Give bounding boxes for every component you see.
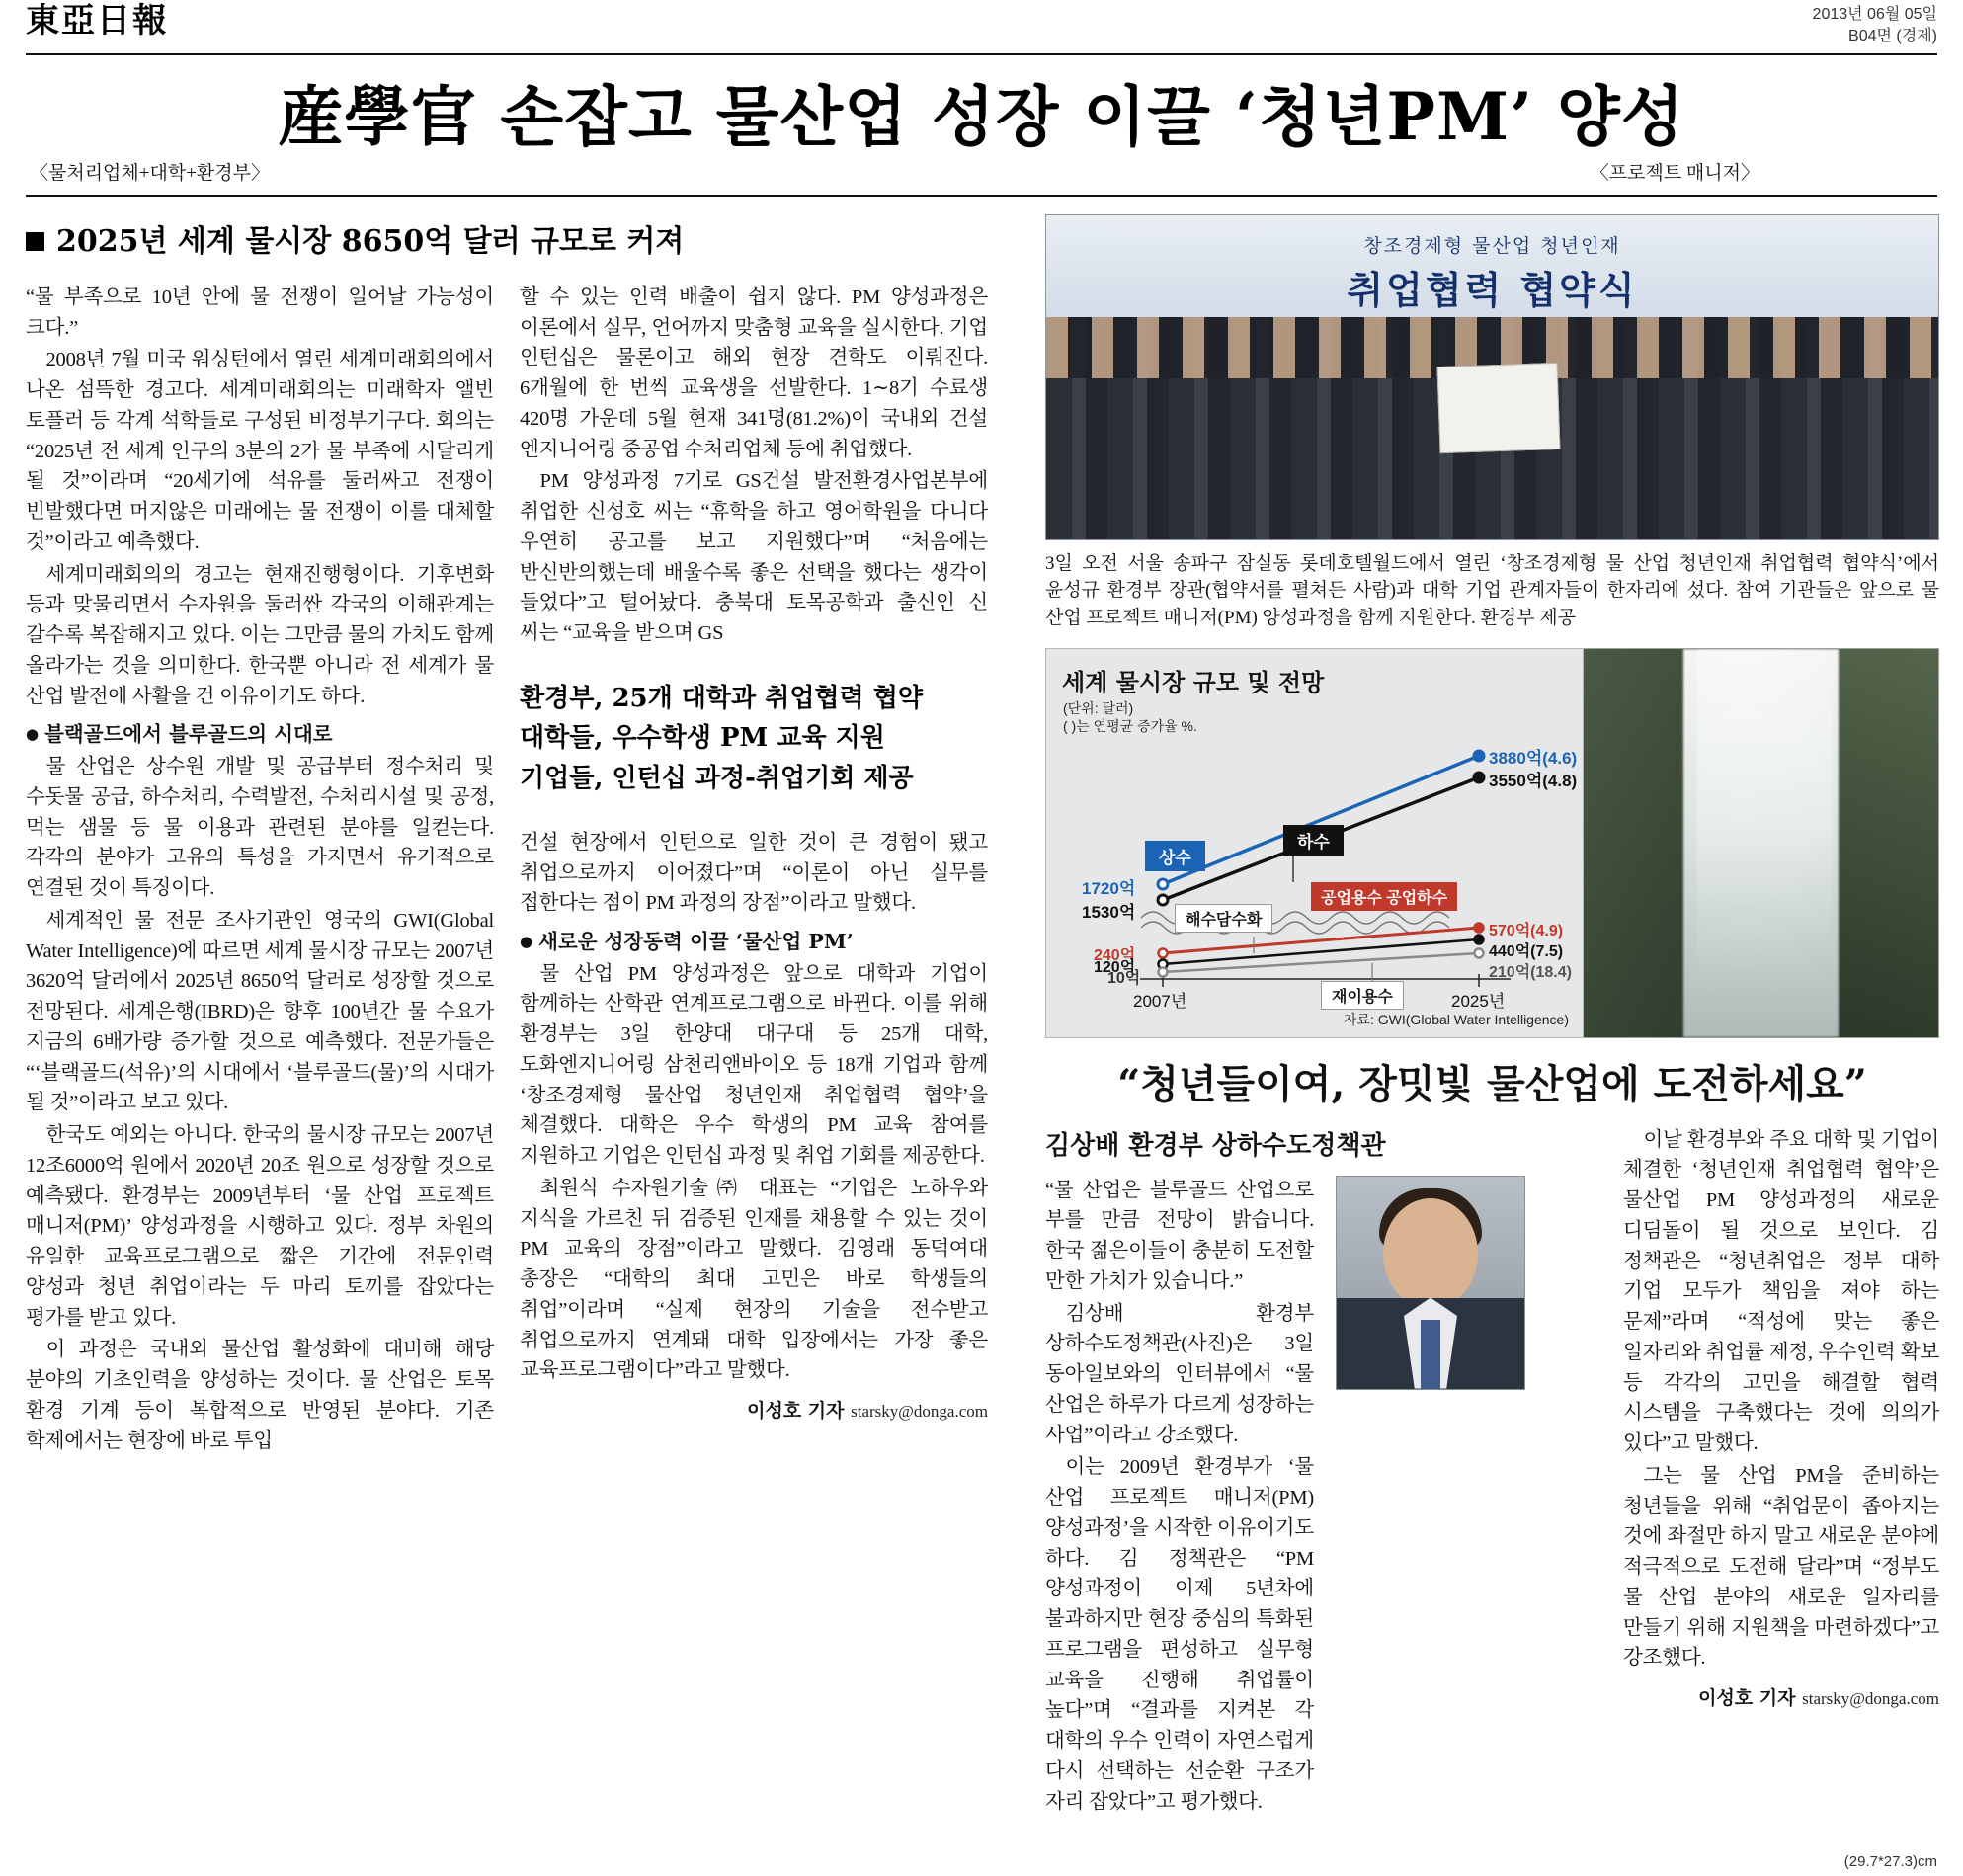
waterfall-stream bbox=[1683, 649, 1840, 1037]
chart-value-sewage-2025: 3550억(4.8) bbox=[1489, 771, 1578, 790]
paragraph: 2008년 7월 미국 워싱턴에서 열린 세계미래회의에서 나온 섬뜩한 경고다. 세계미래회의는 미래학자 앨빈 토플러 등 각계 석학들로 구성된 비정부기구다. 회의는 “2025년 전 세계 인구의 3분의 2가 물 부족에 시달리게 될 것”이라며 “20세기에 석유를 둘러싸고 전쟁이 빈발했다면 머지않은 미래에는 물 전쟁이 이를 대체할 것”이라고 예측했다. bbox=[26, 349, 494, 553]
byline-email: starsky@donga.com bbox=[851, 1402, 988, 1422]
interviewee-portrait bbox=[1336, 1176, 1525, 1390]
chart-value-desalination-2025: 440억(7.5) bbox=[1489, 942, 1564, 960]
bullet-square-icon bbox=[26, 232, 44, 251]
paragraph: 이는 2009년 환경부가 ‘물 산업 프로젝트 매니저(PM) 양성과정’을 시작한 이유이기도 하다. 김 정책관은 “PM 양성과정이 이제 5년차에 불과하지만 현장 중심의 특화된 프로그램을 편성하고 실무형 교육을 진행해 취업률이 높다”며 “결과를 지켜본 각 대학의 우수 인력이 자연스럽게 다시 선택하는 선순환 구조가 자리 잡았다”고 평가했다. bbox=[1045, 1456, 1314, 1813]
chart-value-supply-2025: 3880억(4.6) bbox=[1489, 748, 1578, 768]
chart-value-supply-2007: 1720억 bbox=[1082, 878, 1136, 898]
photo-people-group bbox=[1046, 317, 1938, 539]
deck-headline bbox=[26, 222, 1023, 261]
waterfall-photo bbox=[1584, 648, 1939, 1038]
masthead-meta bbox=[1813, 0, 1937, 46]
headline-note-right: 〈프로젝트 매니저〉 bbox=[1590, 162, 1759, 184]
midhead-2: 대학들, 우수학생 PM 교육 지원 bbox=[520, 723, 885, 754]
chart-photo-row bbox=[1045, 648, 1939, 1038]
chart-value-reuse-2025: 210억(18.4) bbox=[1489, 963, 1572, 981]
paragraph: 세계미래회의의 경고는 현재진행형이다. 기후변화 등과 맞물리면서 수자원을 둘러싼 각국의 이해관계는 갈수록 복잡해지고 있다. 이는 그만큼 물의 가치도 함께 올라가는 것을 의미한다. 한국뿐 아니라 전 세계가 물 산업 발전에 사활을 건 이유이기도 하다. bbox=[26, 563, 494, 707]
paragraph: 물 산업 PM 양성과정은 앞으로 대학과 기업이 함께하는 산학관 연계프로그램으로 바뀐다. 이를 위해 환경부는 3일 한양대 대구대 등 25개 대학, 도화엔지니어링 삼천리앤바이오 등 18개 기업과 함께 ‘창조경제형 물산업 청년인재 취업협력 협약’을 체결했다. 대학은 우수 학생의 PM 교육 참여를 지원하고 기업은 인턴십 과정 및 취업 기회를 제공한다. bbox=[520, 962, 988, 1168]
paragraph: 한국도 예외는 아니다. 한국의 물시장 규모는 2007년 12조6000억 원에서 2020년 20조 원으로 성장할 것으로 예측됐다. 환경부는 2009년부터 ‘물 산업 프로젝트 매니저(PM)’ 양성과정을 시행하고 있다. 정부 차원의 유일한 교육프로그램으로 짧은 기간에 전문인력 양성과 청년 취업이라는 두 마리 토끼를 잡았다는 평가를 받고 있다. bbox=[26, 1124, 494, 1329]
chart-value-reuse-2007: 10억 bbox=[1107, 969, 1141, 987]
right-column bbox=[1045, 214, 1939, 1819]
photo-caption: 3일 오전 서울 송파구 잠실동 롯데호텔월드에서 열린 ‘창조경제형 물 산업 청년인재 취업협력 협약식’에서 윤성규 환경부 장관(협약서를 펼쳐든 사람)과 대학 기업 관계자들이 한자리에 섰다. 참여 기관들은 앞으로 물 산업 프로젝트 매니저(PM) 양성과정을 함께 지원한다. 환경부 제공 bbox=[1045, 552, 1939, 628]
deck-text: 2025년 세계 물시장 8650억 달러 규모로 커져 bbox=[56, 223, 685, 259]
paragraph: 최원식 수자원기술㈜ 대표는 “기업은 노하우와 지식을 가르친 뒤 검증된 인재를 채용할 수 있는 것이 PM 교육의 장점”이라고 말했다. 김영래 동덕여대 총장은 “대학의 최대 고민은 바로 학생들의 취업”이라며 “실제 현장의 기술을 전수받고 취업으로까지 연계돼 대학 입장에서는 가장 좋은 교육프로그램이다”라고 말했다. bbox=[520, 1177, 988, 1382]
pull-quote: “청년들이여, 장밋빛 물산업에 도전하세요” bbox=[1117, 1060, 1867, 1107]
paragraph: 이날 환경부와 주요 대학 및 기업이 체결한 ‘청년인재 취업협력 협약’은 물산업 PM 양성과정의 새로운 디딤돌이 될 것으로 보인다. 김 정책관은 “청년취업은 정부 대학 기업 모두가 책임을 져야 하는 문제”라며 “적성에 맞는 좋은 일자리와 취업률 제정, 우수인력 확보 등 각각의 고민을 해결할 협력 시스템을 구축했다는 것에 의의가 있다”고 말했다. bbox=[1623, 1128, 1939, 1455]
interview-block bbox=[1045, 1125, 1939, 1820]
interview-column-2 bbox=[1336, 1176, 1604, 1820]
chart-title: 세계 물시장 규모 및 전망 bbox=[1062, 667, 1325, 696]
article-column-1 bbox=[26, 283, 494, 1458]
chart-unit-note-2: ( )는 연평균 증가율 %. bbox=[1063, 718, 1197, 735]
paragraph: 건설 현장에서 인턴으로 일한 것이 큰 경험이 됐고 취업으로까지 이어졌다”며 “이론이 아닌 실무를 접한다는 점이 PM 과정의 장점”이라고 말했다. bbox=[520, 831, 988, 915]
section-subhead: ● 새로운 성장동력 이끌 ‘물산업 PM’ bbox=[520, 928, 988, 956]
byline-name: 이성호 기자 bbox=[747, 1400, 845, 1423]
chart-plot-area bbox=[1046, 734, 1583, 1037]
paragraph: 물 산업은 상수원 개발 및 공급부터 정수처리 및 수돗물 공급, 하수처리, 수력발전, 수처리시설 및 공정, 먹는 샘물 등 물 이용과 관련된 분야를 일컫는다. 각각의 분야가 고유의 특성을 가지면서 유기적으로 연결된 것이 특징이다. bbox=[26, 756, 494, 900]
chart-value-sewage-2007: 1530억 bbox=[1082, 902, 1136, 922]
headline-block bbox=[26, 55, 1937, 197]
portrait-tie bbox=[1421, 1320, 1440, 1389]
page-title: 産學官 손잡고 물산업 성장 이끌 ‘청년PM’ 양성 bbox=[278, 78, 1685, 155]
paragraph: “물 산업은 블루골드 산업으로 부를 만큼 전망이 밝습니다. 한국 젊은이들이 충분히 도전할 만한 가치가 있습니다.” bbox=[1045, 1179, 1314, 1292]
headline-note-left: 〈물처리업체+대학+환경부〉 bbox=[30, 162, 270, 184]
interview-column-1 bbox=[1045, 1176, 1314, 1820]
paragraph: 이 과정은 국내외 물산업 활성화에 대비해 해당 분야의 기초인력을 양성하는 것이다. 물 산업은 토목 환경 기계 등이 복합적으로 반영된 분야다. 기존 학제에서는 현장에 바로 투입 bbox=[26, 1339, 494, 1452]
chart-legend-sewage: 하수 bbox=[1283, 825, 1344, 856]
chart-value-industrial-2025: 570억(4.9) bbox=[1489, 922, 1564, 939]
paragraph: 그는 물 산업 PM을 준비하는 청년들을 위해 “취업문이 좁아지는 것에 좌절만 하지 말고 새로운 분야에 적극적으로 도전해 달라”며 “정부도 물 산업 분야의 새로운 일자리를 만들기 위해 지원책을 마련하겠다”고 강조했다. bbox=[1623, 1464, 1939, 1670]
masthead bbox=[26, 0, 1937, 55]
byline-interview bbox=[1623, 1683, 1939, 1710]
chart-legend-supply: 상수 bbox=[1145, 841, 1205, 871]
page-number: B04면 (경제) bbox=[1848, 27, 1937, 44]
left-column bbox=[26, 214, 1023, 1819]
headline-notes bbox=[26, 158, 1937, 185]
chart-source: 자료: GWI(Global Water Intelligence) bbox=[1343, 1011, 1569, 1027]
chart-value-industrial-2007: 240억 bbox=[1094, 946, 1136, 964]
banner-line-1: 창조경제형 물산업 청년인재 bbox=[1363, 234, 1621, 257]
chart-legend-desalination: 해수담수화 bbox=[1175, 904, 1272, 933]
article-column-2 bbox=[520, 283, 988, 1458]
ceremony-photo bbox=[1045, 214, 1939, 540]
newspaper-logo: 東亞日報 bbox=[26, 1, 168, 41]
byline-main bbox=[520, 1396, 988, 1423]
midhead-1: 환경부, 25개 대학과 취업협력 협약 bbox=[520, 683, 923, 713]
paragraph: 김상배 환경부 상하수도정책관(사진)은 3일 동아일보와의 인터뷰에서 “물 산업은 하루가 다르게 성장하는 사업”이라고 강조했다. bbox=[1045, 1302, 1314, 1446]
paragraph: “물 부족으로 10년 안에 물 전쟁이 일어날 가능성이 크다.” bbox=[26, 285, 494, 339]
main-content bbox=[26, 197, 1937, 1819]
midhead-3: 기업들, 인턴십 과정-취업기회 제공 bbox=[520, 763, 914, 793]
chart-legend-industrial: 공업용수 공업하수 bbox=[1311, 882, 1457, 911]
byline-name: 이성호 기자 bbox=[1698, 1687, 1796, 1710]
section-subhead: ● 블랙골드에서 블루골드의 시대로 bbox=[26, 720, 494, 749]
article-columns bbox=[26, 283, 1023, 1458]
page-dimensions: (29.7*27.3)cm bbox=[1843, 1853, 1937, 1870]
waterfall-rock-left bbox=[1584, 649, 1697, 1037]
chart-xtick-2025: 2025년 bbox=[1451, 991, 1506, 1011]
publication-date: 2013년 06월 05일 bbox=[1812, 6, 1937, 23]
interviewee-name: 김상배 환경부 상하수도정책관 bbox=[1045, 1130, 1386, 1161]
paragraph: 세계적인 물 전문 조사기관인 영국의 GWI(Global Water Intelligence)에 따르면 세계 물시장 규모는 2007년 3620억 달러에서 2025년 8650억 달러로 성장할 것으로 전망된다. 세계은행(IBRD)은 향후 100년간 물 수요가 지금의 6배가량 증가할 것으로 예측했다. 전문가들은 “‘블랙골드(석유)’의 시대에서 ‘블루골드(물)’의 시대가 될 것”이라고 보고 있다. bbox=[26, 909, 494, 1114]
chart-unit-note: (단위: 달러) bbox=[1063, 699, 1134, 716]
banner-line-2: 취업협력 협약식 bbox=[1347, 267, 1638, 312]
byline-email: starsky@donga.com bbox=[1802, 1689, 1939, 1709]
interview-right bbox=[1623, 1125, 1939, 1820]
chart-xtick-2007: 2007년 bbox=[1133, 991, 1187, 1011]
paragraph: PM 양성과정 7기로 GS건설 발전환경사업본부에 취업한 신성호 씨는 “휴학을 하고 영어학원을 다니다 우연히 공고를 보고 지원했다”며 “처음에는 반신반의했는데 배울수록 좋은 선택을 했다는 생각이 들었다”고 털어놨다. 충북대 토목공학과 출신인 신 씨는 “교육을 받으며 GS bbox=[520, 470, 988, 645]
water-market-chart bbox=[1045, 648, 1584, 1038]
interview-columns bbox=[1045, 1176, 1603, 1820]
waterfall-rock-right bbox=[1832, 649, 1938, 1037]
paragraph: 할 수 있는 인력 배출이 쉽지 않다. PM 양성과정은 이론에서 실무, 언어까지 맞춤형 교육을 실시한다. 기업 인턴십은 물론이고 해외 현장 견학도 이뤄진다. 6개월에 한 번씩 교육생을 선발한다. 1∼8기 수료생 420명 가운데 5월 현재 341명(81.2%)이 국내외 건설 엔지니어링 중공업 수처리업체 등에 취업했다. bbox=[520, 285, 988, 460]
chart-legend-reuse: 재이용수 bbox=[1321, 981, 1404, 1010]
interview-left bbox=[1045, 1125, 1603, 1820]
portrait-face bbox=[1383, 1198, 1478, 1309]
midhead-group bbox=[520, 675, 988, 808]
chart-value-desalination-2007: 120억 bbox=[1094, 958, 1136, 976]
